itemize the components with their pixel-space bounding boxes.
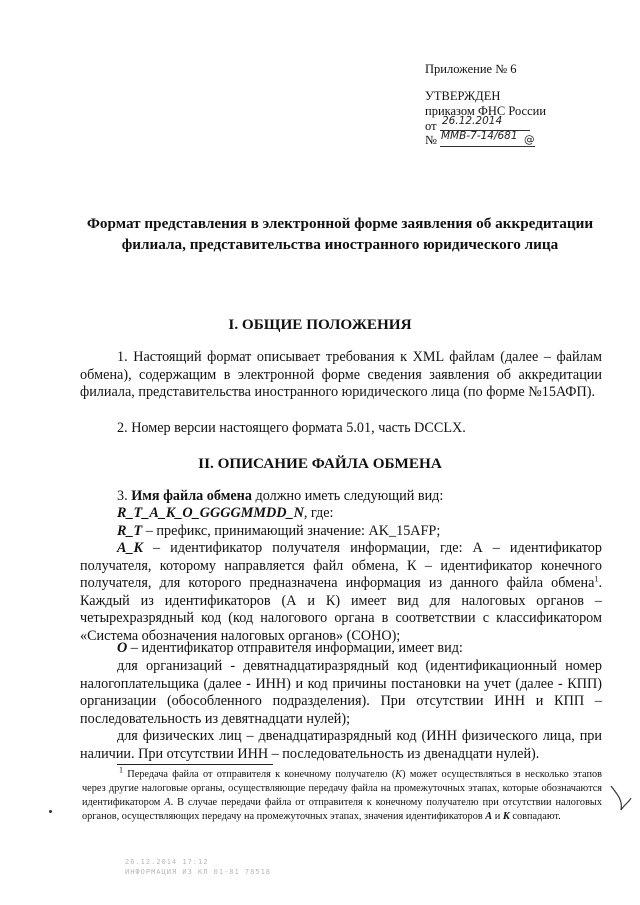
footnote-text-d: совпадают. — [509, 810, 561, 822]
document-title: Формат представления в электронной форме заявления об аккредитации филиала, представительства иностранного юридического лица — [86, 215, 594, 253]
margin-pen-mark-icon — [607, 780, 635, 820]
number-prefix: № — [425, 133, 437, 147]
margin-dot — [49, 810, 52, 813]
prefix-term: R_T — [117, 523, 143, 539]
footnote-text-a: Передача файла от отправителя к конечному получателю ( — [123, 769, 396, 780]
number-underline — [440, 146, 535, 147]
prefix-def: – префикс, принимающий значение: AK_15AFP; — [142, 523, 441, 539]
footnote-rule — [117, 764, 273, 765]
faint-mark-1: 26.12.2014 17:12 — [125, 858, 209, 866]
date-prefix: от — [425, 119, 437, 133]
organizations-paragraph: для организаций - девятнадцатиразрядный код (идентификационный номер налогоплательщика (далее - ИНН) и код причины постановки на учет (далее - КПП) организации (обособленного подразделения). При отсутствии ИНН и КПП – последовательность из девятнадцати нулей); — [80, 658, 602, 727]
paragraph-3-rest: должно иметь следующий вид: — [255, 488, 444, 504]
file-name-pattern: R_T_A_K_O_GGGGMMDD_N — [117, 505, 304, 521]
footnote-and: и — [492, 810, 503, 822]
recipient-term: A_K — [117, 540, 144, 556]
footnote — [82, 765, 602, 824]
file-name-pattern-rest: , где: — [303, 505, 334, 521]
footnote-ref: 1 — [594, 574, 599, 584]
paragraph-3-bold: Имя файла обмена — [131, 488, 252, 504]
sender-def: – идентификатор отправителя информации, имеет вид: — [127, 640, 463, 656]
sender-definition — [80, 640, 602, 658]
paragraph-1: 1. Настоящий формат описывает требования к XML файлам (далее – файлам обмена), содержащим в электронной форме сведения заявления об аккредитации филиала, представительства иностранного юридического лица (по форме №15АФП). — [80, 349, 602, 401]
sender-term: O — [117, 640, 128, 656]
footnote-k2: К — [502, 810, 510, 822]
recipient-definition — [80, 540, 602, 646]
section-2-heading: II. ОПИСАНИЕ ФАЙЛА ОБМЕНА — [198, 455, 442, 472]
footnote-mark: 1 — [119, 765, 123, 775]
paragraph-2: 2. Номер версии настоящего формата 5.01, часть DCCLX. — [117, 420, 466, 436]
handwritten-date: 26.12.2014 — [442, 115, 503, 127]
footnote-text-b: ) может осуществляться в несколько этапов через другие налоговые органы, осуществляющие передачу файла на промежуточных этапах, которые обозначаются идентификатором — [82, 769, 602, 808]
faint-mark-2: ИНФОРМАЦИЯ ИЗ КЛ 01-81 78518 — [125, 868, 272, 876]
prefix-definition — [80, 523, 602, 541]
footnote-a1: А — [164, 796, 171, 808]
individuals-paragraph: для физических лиц – двенадцатиразрядный код (ИНН физического лица, при наличии. При отсутствии ИНН – последовательность из двенадцати нулей). — [80, 728, 602, 762]
recipient-def: – идентификатор получателя информации, где: А – идентификатор получателя, которому направляется файл обмена, К – идентификатор конечного получателя, для которого предназначена информация из данного файла обмена — [80, 540, 602, 592]
handwritten-number: ММВ-7-14/681 — [441, 130, 518, 142]
approved-label: УТВЕРЖДЕН — [425, 89, 501, 103]
number-suffix: @ — [524, 134, 535, 146]
file-name-pattern-line — [80, 505, 602, 523]
number-line — [425, 133, 437, 148]
order-by-label: приказом ФНС России — [425, 104, 547, 118]
footnote-k1: К — [395, 769, 403, 780]
date-line — [425, 119, 437, 134]
recipient-def-2: . Каждый из идентификаторов (А и К) имеет вид для налоговых органов – четырехразрядный код (код налогового органа в соответствии с классификатором «Система обозначения налоговых органов» (СОНО); — [80, 575, 602, 644]
section-1-heading: I. ОБЩИЕ ПОЛОЖЕНИЯ — [228, 316, 412, 333]
paragraph-3-number: 3. — [117, 488, 128, 504]
footnote-a2: А — [485, 810, 493, 822]
paragraph-3 — [80, 488, 602, 506]
appendix-label: Приложение № 6 — [425, 62, 517, 76]
footnote-text-c: . В случае передачи файла от отправителя к конечному получателю при отсутствии налоговых органов, осуществляющих передачу на промежуточных этапах, значения идентификаторов — [82, 796, 602, 822]
